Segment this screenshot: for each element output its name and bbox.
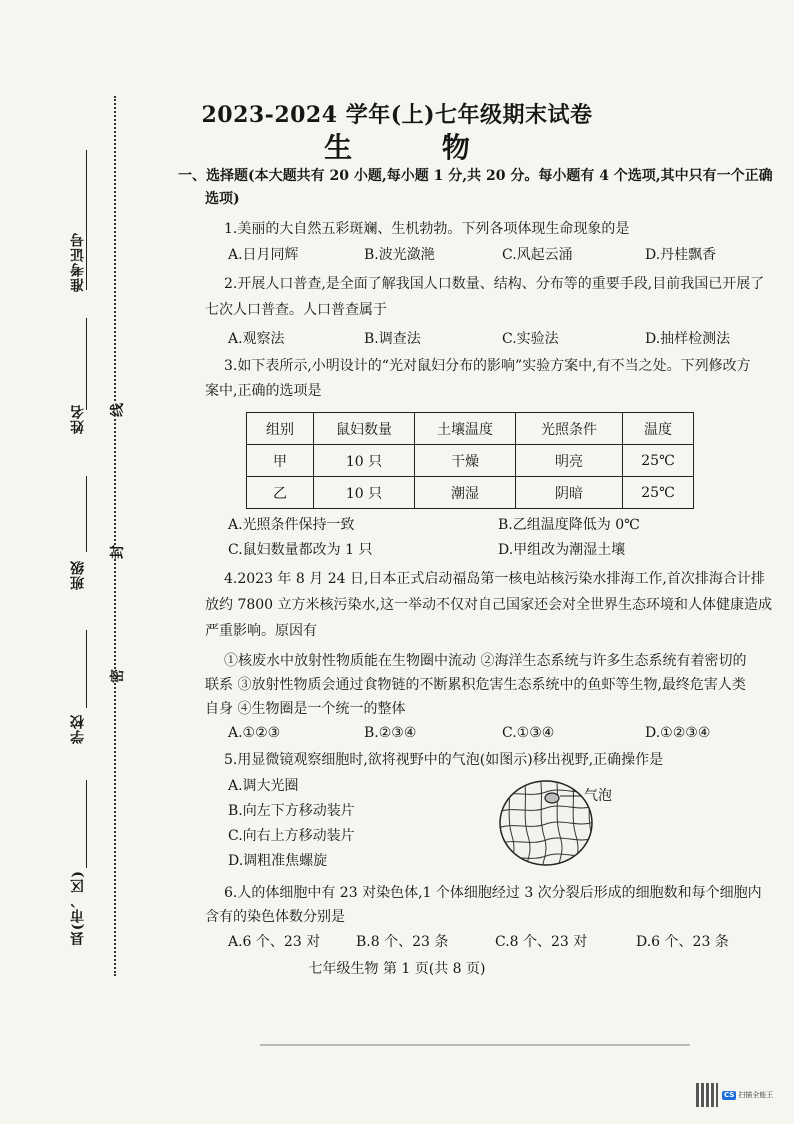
- table-cell: 甲: [247, 445, 314, 477]
- table-header-cell: 土壤温度: [415, 413, 516, 445]
- table-row: [247, 477, 694, 509]
- q2-option-d: D.抽样检测法: [645, 331, 731, 347]
- q1-option-d: D.丹桂飘香: [645, 247, 717, 263]
- q4-option-b: B.②③④: [364, 725, 417, 741]
- q6-option-d: D.6 个、23 条: [636, 934, 729, 950]
- watermark-text: [722, 1091, 773, 1100]
- table-header-cell: 鼠妇数量: [314, 413, 415, 445]
- table-cell: 干燥: [415, 445, 516, 477]
- q4-statement-line2: 联系 ③放射性物质会通过食物链的不断累积危害生态系统中的鱼虾等生物,最终危害人类: [205, 677, 746, 693]
- table-cell: 10 只: [314, 445, 415, 477]
- q6-option-c: C.8 个、23 对: [495, 934, 588, 950]
- seal-line-char: 线: [105, 403, 129, 417]
- section-heading-line1: 一、选择题(本大题共有 20 小题,每小题 1 分,共 20 分。每小题有 4 个选项,其中只有一个正确: [178, 168, 773, 184]
- table-cell: 10 只: [314, 477, 415, 509]
- scan-edge-line: [260, 1044, 690, 1046]
- q2-option-c: C.实验法: [502, 331, 559, 347]
- table-header-cell: 温度: [623, 413, 694, 445]
- q1-option-c: C.风起云涌: [502, 247, 573, 263]
- page-footer: 七年级生物 第 1 页(共 8 页): [308, 961, 486, 977]
- q4-option-d: D.①②③④: [645, 725, 711, 741]
- watermark-brand: CS: [724, 1090, 735, 1099]
- q6-stem-line1: 6.人的体细胞中有 23 对染色体,1 个体细胞经过 3 次分裂后形成的细胞数和每个细胞内: [224, 885, 762, 901]
- class-label: 班级: [70, 560, 86, 590]
- county-underline: [86, 780, 87, 868]
- table-row: [247, 445, 694, 477]
- qr-code-icon: [696, 1083, 718, 1107]
- table-cell: 乙: [247, 477, 314, 509]
- q6-stem-line2: 含有的染色体数分别是: [205, 909, 345, 925]
- q3-option-a: A.光照条件保持一致: [228, 517, 355, 533]
- section-heading-line2: 选项): [205, 191, 240, 207]
- exam-subject: 生 物: [324, 131, 510, 164]
- q2-option-a: A.观察法: [228, 331, 285, 347]
- q6-option-a: A.6 个、23 对: [228, 934, 321, 950]
- name-underline: [86, 318, 87, 410]
- q3-option-d: D.甲组改为潮湿土壤: [498, 542, 626, 558]
- experiment-table: [246, 412, 694, 509]
- school-label: 学校: [70, 714, 86, 744]
- binding-dotted-line: [114, 96, 116, 976]
- q5-option-b: B.向左下方移动装片: [228, 803, 355, 819]
- q2-option-b: B.调查法: [364, 331, 421, 347]
- table-header-cell: 组别: [247, 413, 314, 445]
- q2-stem-line1: 2.开展人口普查,是全面了解我国人口数量、结构、分布等的重要手段,目前我国已开展了: [224, 276, 765, 292]
- q5-stem: 5.用显微镜观察细胞时,欲将视野中的气泡(如图示)移出视野,正确操作是: [224, 752, 664, 768]
- seal-secret-char: 密: [105, 669, 129, 683]
- q3-option-c: C.鼠妇数量都改为 1 只: [228, 542, 373, 558]
- bubble-label: 气泡: [584, 788, 612, 804]
- q4-option-a: A.①②③: [228, 725, 281, 741]
- watermark-app-name: 扫描全能王: [738, 1090, 774, 1099]
- q4-statement-line3: 自身 ④生物圈是一个统一的整体: [205, 701, 406, 717]
- seal-seal-char: 封: [105, 545, 129, 559]
- q2-stem-line2: 七次人口普查。人口普查属于: [205, 302, 387, 318]
- q1-option-b: B.波光潋滟: [364, 247, 435, 263]
- q3-option-b: B.乙组温度降低为 0℃: [498, 517, 640, 533]
- q5-option-c: C.向右上方移动装片: [228, 828, 355, 844]
- table-header-cell: 光照条件: [516, 413, 623, 445]
- q4-stem-line2: 放约 7800 立方米核污染水,这一举动不仅对自己国家还会对全世界生态环境和人体健康造成: [205, 597, 772, 613]
- q1-option-a: A.日月同辉: [228, 247, 299, 263]
- q4-option-c: C.①③④: [502, 725, 555, 741]
- school-underline: [86, 630, 87, 708]
- q4-stem-line3: 严重影响。原因有: [205, 623, 317, 639]
- q4-statement-line1: ①核废水中放射性物质能在生物圈中流动 ②海洋生态系统与许多生态系统有着密切的: [224, 653, 747, 669]
- table-cell: 25℃: [623, 445, 694, 477]
- q6-option-b: B.8 个、23 条: [356, 934, 449, 950]
- q5-option-d: D.调粗准焦螺旋: [228, 853, 328, 869]
- q3-stem-line2: 案中,正确的选项是: [205, 383, 322, 399]
- exam-no-label: 准考证号: [70, 232, 86, 292]
- class-underline: [86, 476, 87, 552]
- table-cell: 潮湿: [415, 477, 516, 509]
- air-bubble: [545, 793, 559, 803]
- county-label: 县(市、区): [70, 870, 86, 946]
- table-header-row: [247, 413, 694, 445]
- table-cell: 阴暗: [516, 477, 623, 509]
- q4-stem-line1: 4.2023 年 8 月 24 日,日本正式启动福岛第一核电站核污染水排海工作,首次排海合计排: [224, 571, 765, 587]
- q1-stem: 1.美丽的大自然五彩斑斓、生机勃勃。下列各项体现生命现象的是: [224, 221, 630, 237]
- q5-option-a: A.调大光圈: [228, 778, 299, 794]
- table-cell: 25℃: [623, 477, 694, 509]
- table-cell: 明亮: [516, 445, 623, 477]
- exam-title: 2023-2024 学年(上)七年级期末试卷: [201, 102, 593, 128]
- scanner-watermark: [696, 1082, 788, 1108]
- name-label: 姓名: [70, 404, 86, 434]
- q3-stem-line1: 3.如下表所示,小明设计的“光对鼠妇分布的影响”实验方案中,有不当之处。下列修改方: [224, 358, 751, 374]
